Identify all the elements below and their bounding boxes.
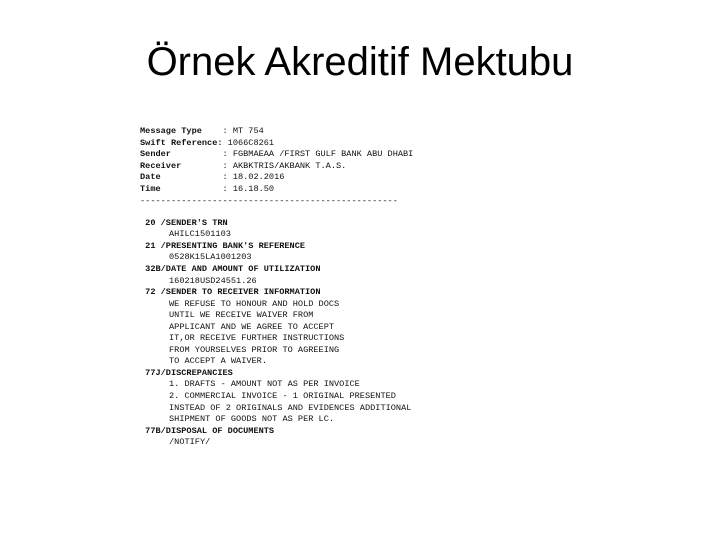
swift-message-document — [140, 126, 440, 506]
field-line: APPLICANT AND WE AGREE TO ACCEPT — [169, 321, 335, 332]
field-tag: 77J/DISCREPANCIES — [140, 367, 233, 378]
field-line: AHILC1501103 — [169, 229, 231, 240]
slide-title: Örnek Akreditif Mektubu — [146, 40, 574, 84]
field-line: 1. DRAFTS - AMOUNT NOT AS PER INVOICE — [169, 379, 360, 390]
header-row — [140, 172, 440, 184]
header-value: : AKBKTRIS/AKBANK T.A.S. — [222, 160, 347, 171]
field-tag: 20 /SENDER'S TRN — [140, 217, 228, 228]
header-key: Swift Reference: — [140, 137, 223, 148]
field-line: 160218USD24551.26 — [169, 275, 257, 286]
header-key: Time — [140, 183, 223, 194]
header-key: Message Type — [140, 126, 223, 136]
header-key: Date — [140, 172, 223, 183]
field-line: SHIPMENT OF GOODS NOT AS PER LC. — [169, 414, 335, 425]
header-key: Receiver — [140, 160, 223, 171]
field-tag: 77B/DISPOSAL OF DOCUMENTS — [140, 425, 275, 436]
header-value: 1066C8261 — [222, 137, 275, 148]
field-line: 0528K15LA1001203 — [169, 252, 252, 263]
field-line: TO ACCEPT A WAIVER. — [169, 356, 267, 367]
field-line: FROM YOURSELVES PRIOR TO AGREEING — [169, 344, 340, 355]
field-tag: 72 /SENDER TO RECEIVER INFORMATION — [140, 287, 321, 298]
header-value: : MT 754 — [222, 126, 264, 136]
header-value: : 16.18.50 — [222, 183, 275, 194]
header-key: Sender — [140, 149, 223, 160]
field-line: WE REFUSE TO HONOUR AND HOLD DOCS — [169, 298, 340, 309]
separator-line: -------------------------------------------------- — [140, 196, 398, 207]
header-value: : 18.02.2016 — [222, 172, 285, 183]
field-line: 2. COMMERCIAL INVOICE - 1 ORIGINAL PRESENTED — [169, 391, 396, 402]
header-row — [140, 161, 440, 173]
field-line: UNTIL WE RECEIVE WAIVER FROM — [169, 310, 314, 321]
header-row — [140, 184, 440, 196]
field-line: /NOTIFY/ — [169, 437, 211, 448]
message-header — [140, 126, 440, 195]
header-row — [140, 149, 440, 161]
field-line: INSTEAD OF 2 ORIGINALS AND EVIDENCES ADDITIONAL — [169, 402, 412, 413]
header-row — [140, 138, 440, 150]
field-tag: 32B/DATE AND AMOUNT OF UTILIZATION — [140, 264, 321, 275]
field-line: IT,OR RECEIVE FURTHER INSTRUCTIONS — [169, 333, 345, 344]
header-value: : FGBMAEAA /FIRST GULF BANK ABU DHABI — [222, 149, 414, 160]
field-tag: 21 /PRESENTING BANK'S REFERENCE — [140, 240, 306, 251]
message-fields — [140, 208, 440, 449]
header-row — [140, 126, 440, 138]
